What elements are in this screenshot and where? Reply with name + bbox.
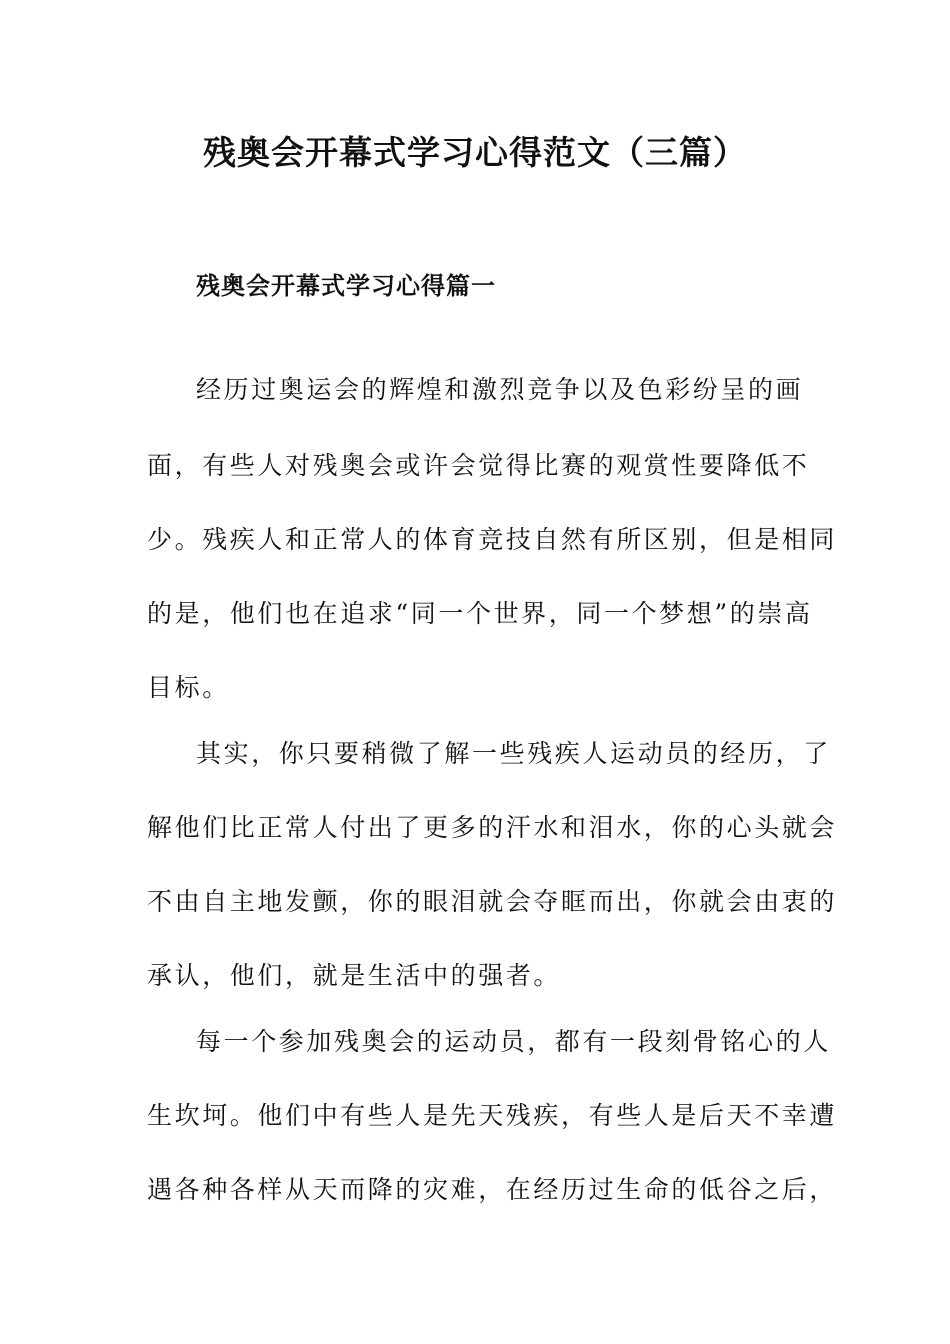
paragraph-line: 少。残疾人和正常人的体育竞技自然有所区别，但是相同 [147, 525, 838, 554]
paragraph-line: 每一个参加残奥会的运动员，都有一段刻骨铭心的人 [196, 1027, 831, 1056]
paragraph-line: 面，有些人对残奥会或许会觉得比赛的观赏性要降低不 [147, 451, 810, 480]
paragraph-line: 承认，他们，就是生活中的强者。 [147, 961, 562, 990]
paragraph-line: 经历过奥运会的辉煌和激烈竞争以及色彩纷呈的画 [196, 375, 804, 404]
paragraph-line: 生坎坷。他们中有些人是先天残疾，有些人是后天不幸遭 [147, 1101, 838, 1130]
section-heading: 残奥会开幕式学习心得篇一 [196, 271, 496, 300]
paragraph-line: 解他们比正常人付出了更多的汗水和泪水，你的心头就会 [147, 813, 838, 842]
paragraph-line: 的是，他们也在追求“同一个世界，同一个梦想”的崇高 [147, 599, 813, 628]
paragraph-line: 不由自主地发颤，你的眼泪就会夺眶而出，你就会由衷的 [147, 887, 838, 916]
paragraph-line: 遇各种各样从天而降的灾难，在经历过生命的低谷之后， [147, 1175, 838, 1204]
paragraph-line: 其实，你只要稍微了解一些残疾人运动员的经历，了 [196, 739, 831, 768]
paragraph-line: 目标。 [147, 673, 230, 702]
document-title: 残奥会开幕式学习心得范文（三篇） [203, 133, 747, 172]
